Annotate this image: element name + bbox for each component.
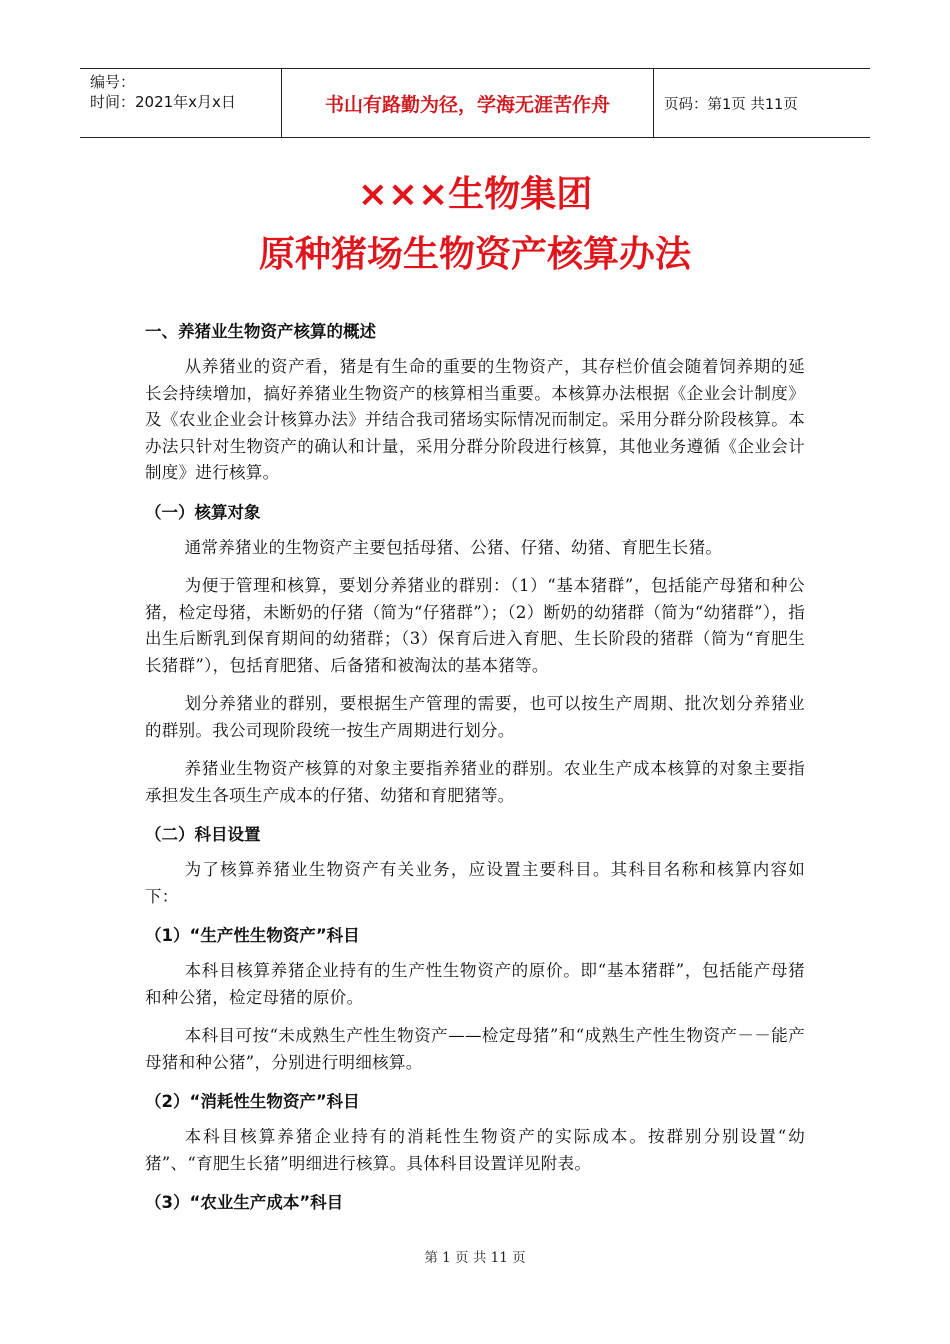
paragraph: 本科目可按“未成熟生产性生物资产——检定母猪”和“成熟生产性生物资产－－能产母猪和种公猪”，分别进行明细核算。 — [145, 1026, 805, 1072]
paragraph: 为便于管理和核算，要划分养猪业的群别：（1）“基本猪群”，包括能产母猪和种公猪，检定母猪，未断奶的仔猪（简为“仔猪群”）；（2）断奶的幼猪群（简为“幼猪群”），指出生后断乳到保育期间的幼猪群；（3）保育后进入育肥、生长阶段的猪群（简为“育肥生长猪群”），包括育肥猪、后备猪和被淘汰的基本猪等。 — [145, 576, 805, 675]
header-meta — [80, 69, 282, 137]
paragraph: 为了核算养猪业生物资产有关业务，应设置主要科目。其科目名称和核算内容如下： — [145, 860, 805, 906]
subsection-heading: （二）科目设置 — [145, 825, 261, 844]
page-footer: 第 1 页 共 11 页 — [424, 1250, 526, 1266]
document-number-label: 编号： — [90, 73, 136, 91]
document-title: 原种猪场生物资产核算办法 — [258, 234, 691, 275]
paragraph: 养猪业生物资产核算的对象主要指养猪业的群别。农业生产成本核算的对象主要指承担发生各项生产成本的仔猪、幼猪和育肥猪等。 — [145, 759, 805, 805]
account-heading: （1）“生产性生物资产”科目 — [145, 926, 360, 945]
section-heading: 一、养猪业生物资产核算的概述 — [145, 322, 376, 341]
header-page-info: 页码：第1页 共11页 — [664, 96, 798, 113]
paragraph: 通常养猪业的生物资产主要包括母猪、公猪、仔猪、幼猪、育肥生长猪。 — [184, 537, 723, 557]
account-heading: （3）“农业生产成本”科目 — [145, 1193, 344, 1212]
document-date: 时间：2021年x月x日 — [90, 93, 236, 111]
paragraph: 划分养猪业的群别，要根据生产管理的需要，也可以按生产周期、批次划分养猪业的群别。我公司现阶段统一按生产周期进行划分。 — [145, 694, 805, 740]
paragraph: 从养猪业的资产看，猪是有生命的重要的生物资产，其存栏价值会随着饲养期的延长会持续增加，搞好养猪业生物资产的核算相当重要。本核算办法根据《企业会计制度》及《农业企业会计核算办法》并结合我司猪场实际情况而制定。采用分群分阶段核算。本办法只针对生物资产的确认和计量，采用分群分阶段进行核算，其他业务遵循《企业会计制度》进行核算。 — [145, 357, 805, 482]
paragraph: 本科目核算养猪企业持有的生产性生物资产的原价。即“基本猪群”，包括能产母猪和种公猪，检定母猪的原价。 — [145, 961, 805, 1007]
document-body — [145, 318, 805, 1225]
header-motto: 书山有路勤为径，学海无涯苦作舟 — [282, 69, 654, 137]
account-heading: （2）“消耗性生物资产”科目 — [145, 1092, 360, 1111]
subsection-heading: （一）核算对象 — [145, 502, 261, 522]
page-header — [80, 68, 870, 138]
company-title: ×××生物集团 — [357, 174, 593, 215]
paragraph: 本科目核算养猪企业持有的消耗性生物资产的实际成本。按群别分别设置“幼猪”、“育肥生长猪”明细进行核算。具体科目设置详见附表。 — [145, 1127, 805, 1173]
